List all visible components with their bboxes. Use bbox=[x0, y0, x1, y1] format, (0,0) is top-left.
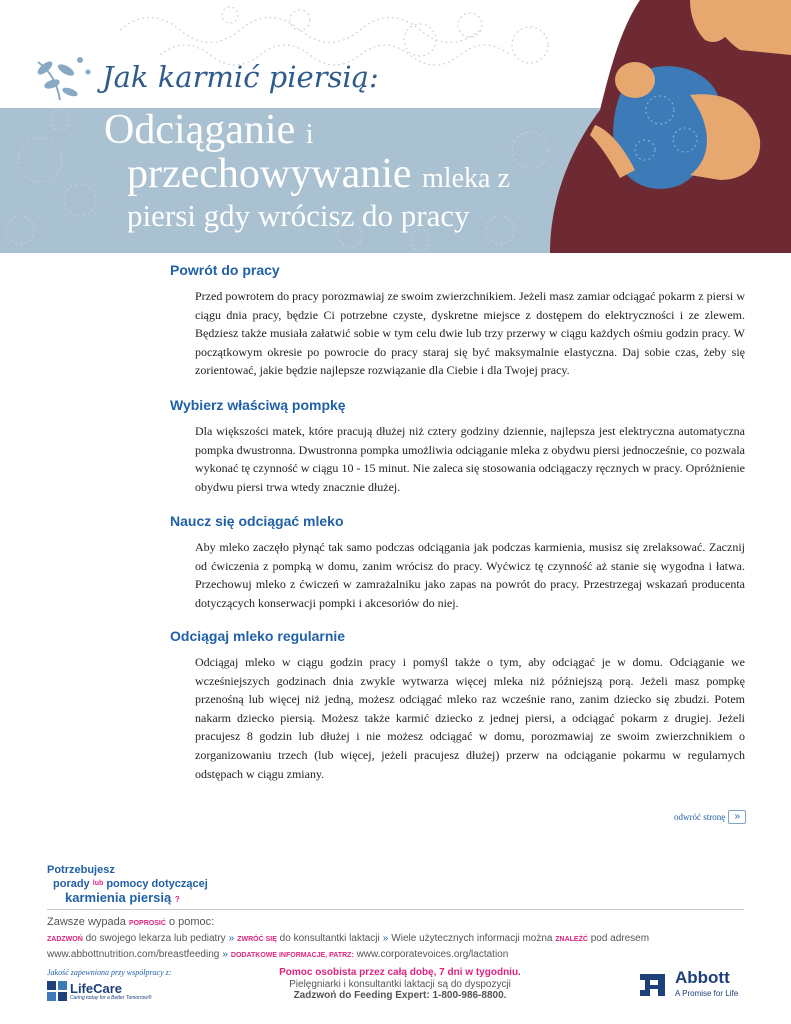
abbott-logo bbox=[637, 969, 738, 1001]
turn-page-label: odwróć stronę bbox=[674, 812, 726, 822]
support-line-2: Pielęgniarki i konsultantki laktacji są do dyspozycji bbox=[289, 978, 511, 990]
section-text: Odciągaj mleko w ciągu godzin pracy i pomyśl także o tym, aby odciągać je w domu. Odciąganie we wcześniejszych godzinach dnia zwykle wytwarza więcej mleka niż późniejszą porą. Jeżeli masz pompkę przenośną lub więcej niż jedną, możesz odciągać mleko raz wcześnie rano, zanim dziecko się zbudzi. Potem nakarm dziecko piersią. Możesz także karmić dziecko z jednej piersi, a odciągać pokarm z drugiej. Jeżeli pracujesz 8 godzin lub dłużej i nie możesz odciągać w domu, porozmawiaj ze swoim zwierzchnikiem o zorganizowaniu trzech (lub więcej, jeżeli pracujesz dłużej) przerw na odciąganie pokarmu w regularnych odstępach w ciągu zmiany. bbox=[195, 655, 745, 781]
section-pump-regularly bbox=[170, 628, 745, 783]
footer-divider bbox=[47, 909, 744, 910]
double-chevron-right-icon[interactable]: » bbox=[728, 810, 746, 824]
section-choose-pump bbox=[170, 397, 745, 496]
help-intro: Zawsze wypada POPROSIĆ o pomoc: bbox=[47, 916, 215, 928]
lifecare-mark-icon bbox=[47, 981, 67, 1001]
title-line-2: przechowywanie mleka z bbox=[127, 151, 510, 197]
section-heading: Powrót do pracy bbox=[170, 262, 280, 278]
support-line-1: Pomoc osobista przez całą dobę, 7 dni w tygodniu. bbox=[279, 967, 521, 978]
abbott-slogan: A Promise for Life bbox=[675, 989, 739, 998]
turn-page-link[interactable] bbox=[674, 810, 746, 824]
header-kicker: Jak karmić piersią: bbox=[102, 60, 379, 94]
partner-label: Jakość zapewniona przy współpracy z: bbox=[47, 968, 172, 977]
section-text: Przed powrotem do pracy porozmawiaj ze swoim zwierzchnikiem. Jeżeli masz zamiar odciągać pokarm z piersi w ciągu dnia pracy, będzie Ci potrzebne czyste, dyskretne miejsce z dostępem do elektryczności i ze zlewem. Będziesz także musiała załatwić sobie w tym celu dwie lub trzy przerwy w ciągu każdych ośmiu godzin pracy. W początkowym okresie po powrocie do pracy staraj się być maksymalnie elastyczna. Daj sobie czas, żeby się zorientować, jakie będzie najlepsze rozwiązanie dla Ciebie i dla Twojej pracy. bbox=[195, 289, 745, 378]
lifecare-logo bbox=[47, 981, 152, 1001]
abbott-a-icon bbox=[637, 969, 671, 1001]
leaf-sprig bbox=[36, 57, 91, 100]
section-heading: Naucz się odciągać mleko bbox=[170, 513, 344, 529]
title-line-3: piersi gdy wrócisz do pracy bbox=[127, 198, 470, 233]
section-heading: Odciągaj mleko regularnie bbox=[170, 628, 346, 644]
need-help-line-1: Potrzebujesz bbox=[47, 864, 115, 876]
help-info bbox=[47, 915, 649, 963]
help-row-2: www.abbottnutrition.com/breastfeeding » DODATKOWE INFORMACJE, PATRZ: www.corporatevoices.org/lactation bbox=[47, 949, 509, 960]
lactation-link[interactable]: www.corporatevoices.org/lactation bbox=[356, 949, 509, 960]
title-line-1: Odciąganie i bbox=[104, 107, 314, 153]
need-help-callout bbox=[47, 864, 208, 905]
lifecare-name: LifeCare bbox=[70, 980, 123, 996]
section-learn-pumping bbox=[170, 513, 745, 612]
support-phone: Zadzwoń do Feeding Expert: 1-800-986-8800. bbox=[293, 990, 507, 1001]
need-help-line-3: karmienia piersią ? bbox=[65, 890, 180, 905]
breastfeeding-link[interactable]: www.abbottnutrition.com/breastfeeding bbox=[47, 949, 220, 960]
mother-baby-illustration bbox=[540, 0, 791, 253]
lifecare-tagline: Caring today for a Better Tomorrow® bbox=[70, 994, 152, 1001]
section-return-to-work bbox=[170, 262, 745, 380]
need-help-line-2: porady lub pomocy dotyczącej bbox=[53, 878, 208, 890]
section-text: Dla większości matek, które pracują dłużej niż cztery godziny dziennie, najlepsza jest elektryczna automatyczna pompka dwustronna. Dwustronna pompka umożliwia odciąganie mleka z obydwu piersi jednocześnie, co pozwala wykonać tę czynność w ciągu 10 - 15 minut. Nie zaleca się stosowania odciągaczy ręcznych w pracy. Opróżnienie obydwu piersi trwa wtedy znacznie dłużej. bbox=[195, 424, 745, 494]
help-row-1: ZADZWOŃ do swojego lekarza lub pediatry » ZWRÓĆ SIĘ do konsultantki laktacji » Wiele użytecznych informacji można ZNALEŹĆ pod adresem bbox=[47, 933, 650, 944]
section-text: Aby mleko zaczęło płynąć tak samo podczas odciągania jak podczas karmienia, musisz się zrelaksować. Zacznij od ćwiczenia z pompką w domu, zanim wrócisz do pracy. Wyćwicz tę czynność aż stanie się wygodna i łatwa. Przechowuj mleko z ćwiczeń w zamrażalniku jako zapas na powrót do pracy. Przestrzegaj wskazań producenta dotyczących konserwacji pompki i akcesoriów do niej. bbox=[195, 540, 745, 610]
abbott-brand: Abbott bbox=[675, 968, 730, 987]
section-heading: Wybierz właściwą pompkę bbox=[170, 397, 346, 413]
support-info bbox=[255, 967, 545, 1002]
header-banner bbox=[0, 0, 791, 253]
